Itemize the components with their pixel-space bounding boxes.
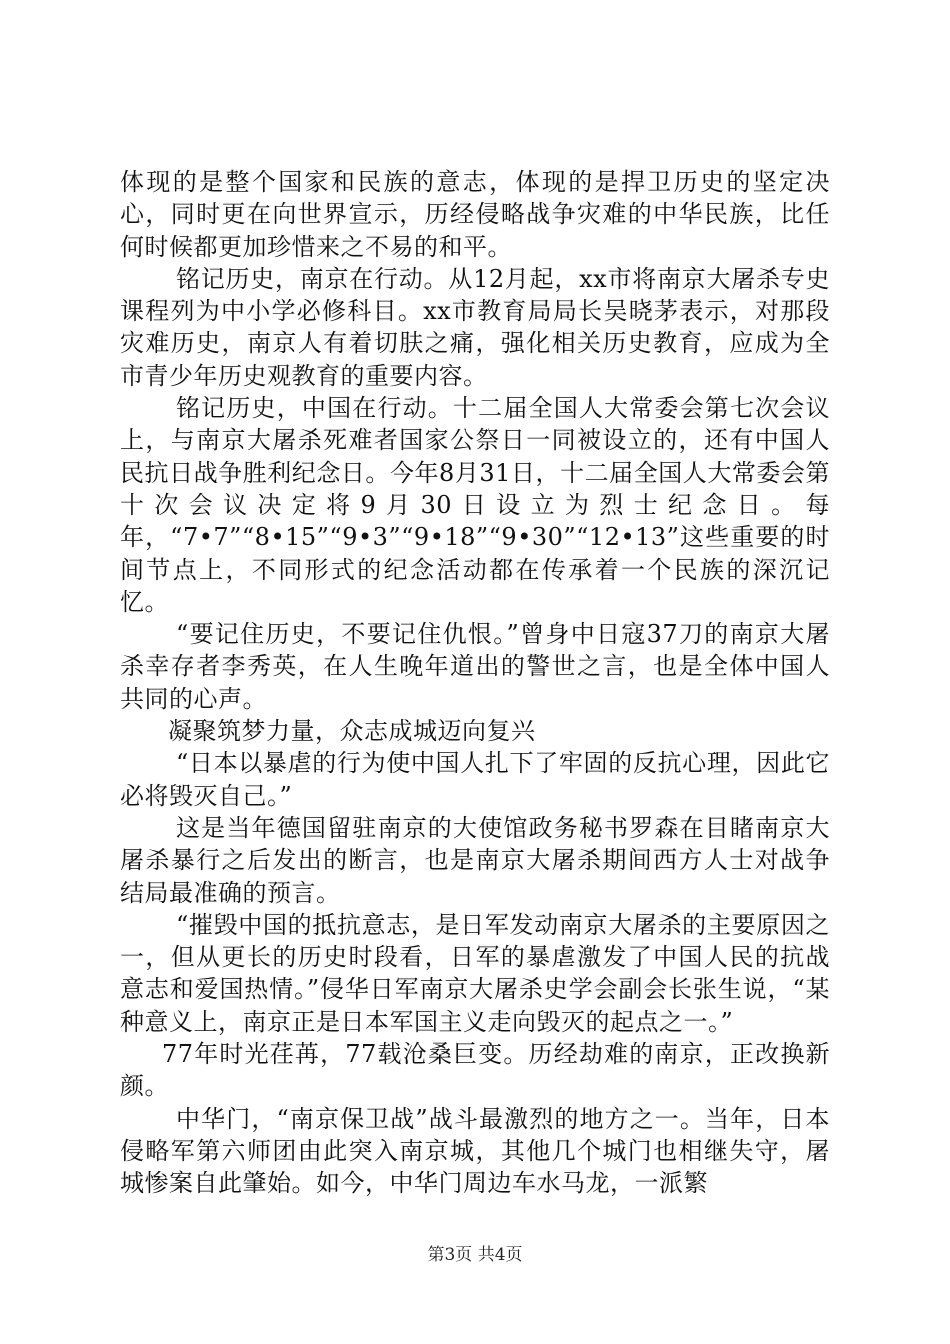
page-number-footer: 第3页 共4页 bbox=[427, 1245, 523, 1265]
document-body bbox=[120, 166, 830, 1200]
paragraph-5-quote: “日本以暴虐的行为使中国人扎下了牢固的反抗心理，因此它必将毁灭自己。” bbox=[120, 749, 830, 810]
paragraph-7: “摧毁中国的抵抗意志，是日军发动南京大屠杀的主要原因之一，但从更长的历史时段看，日军的暴虐激发了中国人民的抗战意志和爱国热情。”侵华日军南京大屠杀史学会副会长张生说，“某种意义上，南京正是日本军国主义走向毁灭的起点之一。” bbox=[120, 910, 830, 1036]
paragraph-9: 中华门，“南京保卫战”战斗最激烈的地方之一。当年，日本侵略军第六师团由此突入南京城，其他几个城门也相继失守，屠城惨案自此肇始。如今，中华门周边车水马龙，一派繁 bbox=[120, 1104, 830, 1198]
paragraph-3: 铭记历史，中国在行动。十二届全国人大常委会第七次会议上，与南京大屠杀死难者国家公祭日一同被设立的，还有中国人民抗日战争胜利纪念日。今年8月31日，十二届全国人大常委会第十次会议决定将9月30日设立为烈士纪念日。每年，“7•7”“8•15”“9•3”“9•18”“9•30”“12•13”这些重要的时间节点上，不同形式的纪念活动都在传承着一个民族的深沉记忆。 bbox=[120, 394, 830, 616]
paragraph-6: 这是当年德国留驻南京的大使馆政务秘书罗森在目睹南京大屠杀暴行之后发出的断言，也是南京大屠杀期间西方人士对战争结局最准确的预言。 bbox=[120, 813, 830, 907]
paragraph-1: 体现的是整个国家和民族的意志，体现的是捍卫历史的坚定决心，同时更在向世界宣示，历经侵略战争灾难的中华民族，比任何时候都更加珍惜来之不易的和平。 bbox=[120, 168, 830, 261]
paragraph-4: “要记住历史，不要记住仇恨。”曾身中日寇37刀的南京大屠杀幸存者李秀英，在人生晚年道出的警世之言，也是全体中国人共同的心声。 bbox=[120, 620, 830, 713]
section-heading: 凝聚筑梦力量，众志成城迈向复兴 bbox=[168, 717, 536, 746]
paragraph-8: 77年时光荏苒，77载沧桑巨变。历经劫难的南京，正改换新颜。 bbox=[120, 1040, 830, 1101]
paragraph-2: 铭记历史，南京在行动。从12月起，xx市将南京大屠杀专史课程列为中小学必修科目。xx市教育局局长吴晓茅表示，对那段灾难历史，南京人有着切肤之痛，强化相关历史教育，应成为全市青少年历史观教育的重要内容。 bbox=[120, 264, 830, 390]
